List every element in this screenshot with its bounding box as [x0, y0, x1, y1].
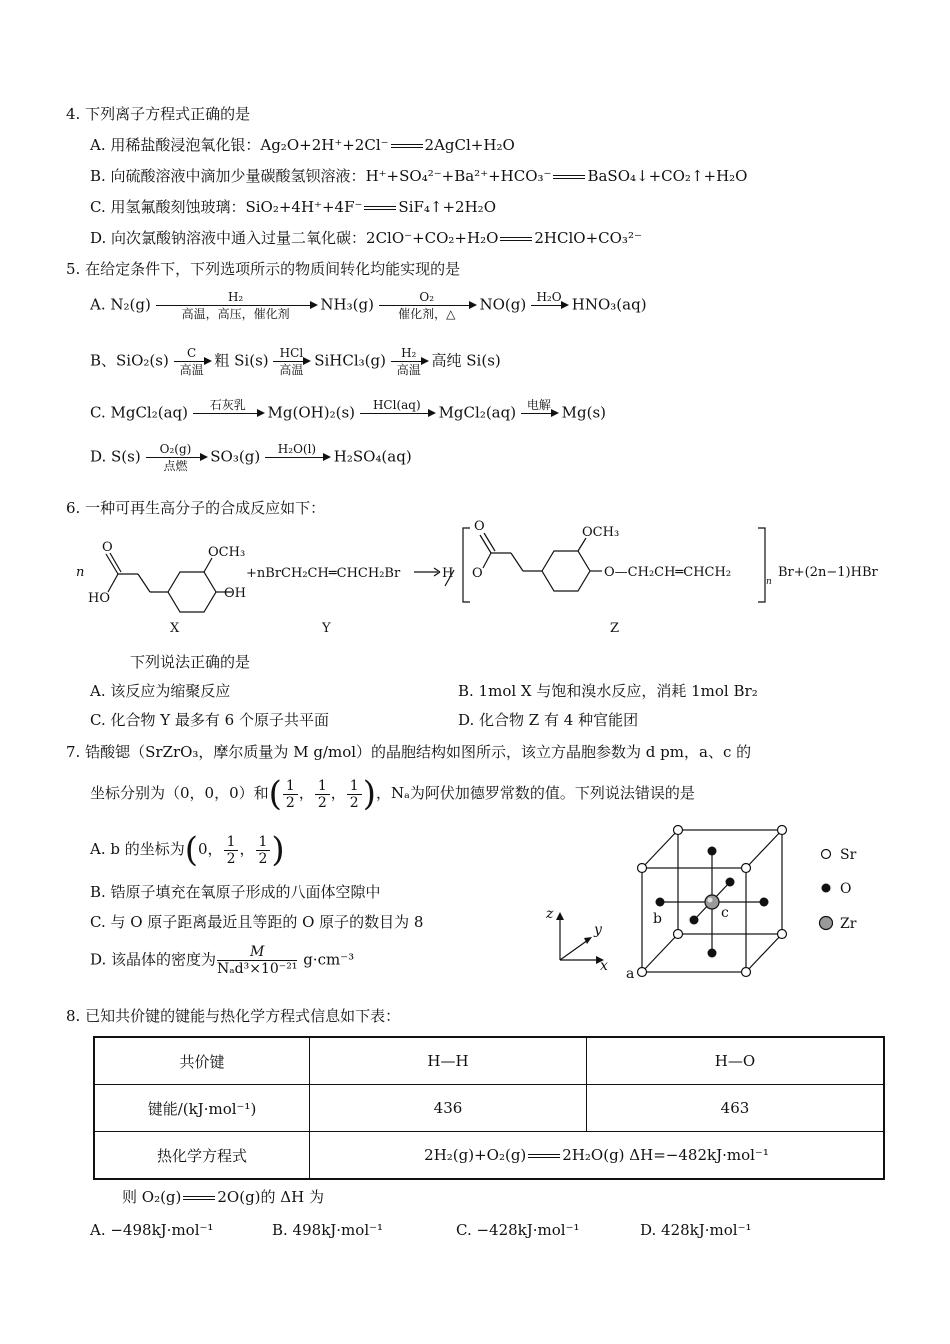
hydroxyl-oh: OH [224, 586, 246, 601]
table-header: H—H [310, 1037, 587, 1085]
q7-stem-line2: 坐标分别为（0，0，0）和( $\frac{1}{2}$ ， $\frac{1}{2}$ ， $\frac{1}{2}$ )，Nₐ为阿伏加德罗常数的值。下列说法错误的是 [90, 774, 695, 814]
species: H₂SO₄(aq) [333, 447, 412, 466]
label-z: Z [610, 621, 620, 636]
table-header: H—O [587, 1037, 885, 1085]
methoxy-label: OCH₃ [208, 545, 246, 560]
table-cell: 436 [310, 1085, 587, 1132]
carbonyl-o: O [102, 540, 113, 555]
species: SO₃(g) [210, 447, 261, 466]
species: Mg(OH)₂(s) [267, 403, 356, 422]
q4-c-eq-left: SiO₂+4H⁺+4F⁻ [245, 198, 363, 216]
q5-option-d [90, 442, 412, 473]
hydroxyl-ho: HO [88, 591, 110, 606]
end-group-h: H [442, 566, 454, 581]
degree-n: n [766, 577, 772, 587]
q7-option-b: B. 锆原子填充在氧原子形成的八面体空隙中 [90, 883, 381, 901]
table-row [94, 1132, 884, 1180]
table-cell: 463 [587, 1085, 885, 1132]
reagent-y: +nBrCH₂CH═CHCH₂Br [246, 566, 401, 581]
table-header: 共价键 [94, 1037, 310, 1085]
q4-stem: 4. 下列离子方程式正确的是 [66, 105, 251, 123]
reaction-arrow: H₂O(l) [265, 442, 329, 473]
reaction-arrow: O₂(g) 点燃 [146, 442, 206, 473]
table-row [94, 1037, 884, 1085]
product-tail: Br+(2n−1)HBr [778, 565, 878, 580]
species: MgCl₂(aq) [438, 403, 517, 422]
q4-option-c [90, 197, 496, 217]
table-cell: 热化学方程式 [94, 1132, 310, 1180]
q8-stem: 8. 已知共价键的键能与热化学方程式信息如下表： [66, 1007, 401, 1025]
q4-option-b [90, 166, 747, 186]
q6-option-a: A. 该反应为缩聚反应 [90, 682, 231, 700]
species: NH₃(g) [320, 295, 374, 314]
methoxy-label: OCH₃ [582, 525, 620, 540]
crystal-cell-diagram [540, 820, 880, 985]
legend-zr: Zr [840, 916, 857, 932]
q4-b-eq-right: BaSO₄↓+CO₂↑+H₂O [587, 167, 748, 185]
reaction-arrow: 石灰乳 [193, 398, 263, 429]
reaction-arrow: HCl(aq) [360, 398, 434, 429]
q8-option-d: D. 428kJ·mol⁻¹ [640, 1221, 752, 1239]
q7-stem-line1: 7. 锆酸锶（SrZrO₃，摩尔质量为 M g/mol）的晶胞结构如图所示，该立方晶胞参数为 d pm，a、c 的 [66, 743, 752, 761]
label-x: X [170, 621, 180, 636]
reaction-arrow: H₂O [531, 290, 567, 321]
q4-a-text: A. 用稀盐酸浸泡氧化银： [90, 136, 261, 154]
species: N₂(g) [110, 295, 151, 314]
q7-option-c: C. 与 O 原子距离最近且等距的 O 原子的数目为 8 [90, 913, 424, 931]
reaction-arrow: C 高温 [174, 346, 210, 377]
table-cell: 键能/(kJ·mol⁻¹) [94, 1085, 310, 1132]
bond-energy-table [93, 1036, 885, 1180]
reaction-arrow: H₂ 高温 [391, 346, 427, 377]
q4-c-eq-right: SiF₄↑+2H₂O [398, 198, 496, 216]
q6-sub-stem: 下列说法正确的是 [130, 653, 251, 671]
species: 粗 Si(s) [214, 351, 269, 370]
ester-o: O [472, 566, 483, 581]
species: S(s) [111, 447, 141, 466]
q4-d-eq-right: 2HClO+CO₃²⁻ [534, 229, 642, 247]
q4-a-eq-right: 2AgCl+H₂O [424, 136, 515, 154]
q6-stem: 6. 一种可再生高分子的合成反应如下： [66, 499, 326, 517]
reaction-arrow: H₂ 高温，高压，催化剂 [156, 290, 316, 321]
reaction-arrow: 电解 [521, 398, 557, 429]
equals-sign [364, 206, 396, 210]
species: 高纯 Si(s) [431, 351, 501, 370]
axis-label-y: y [594, 922, 602, 938]
q4-d-eq-left: 2ClO⁻+CO₂+H₂O [366, 229, 499, 247]
legend-o: O [840, 881, 852, 897]
option-label: B、 [90, 351, 117, 370]
q6-option-d: D. 化合物 Z 有 4 种官能团 [458, 711, 639, 729]
polymer-reaction-scheme [70, 520, 890, 640]
option-label: C. [90, 403, 111, 422]
species: MgCl₂(aq) [110, 403, 188, 422]
species: SiO₂(s) [116, 351, 169, 370]
q6-option-b: B. 1mol X 与饱和溴水反应，消耗 1mol Br₂ [458, 682, 758, 700]
q7-option-a: A. b 的坐标为(0， $\frac{1}{2}$ ， $\frac{1}{2}$ ) [90, 830, 285, 870]
q4-option-a [90, 135, 515, 155]
q8-option-a: A. −498kJ·mol⁻¹ [90, 1221, 214, 1239]
atom-label-a: a [626, 966, 635, 982]
q4-d-text: D. 向次氯酸钠溶液中通入过量二氧化碳： [90, 229, 367, 247]
q4-c-text: C. 用氢氟酸刻蚀玻璃： [90, 198, 246, 216]
q4-option-d [90, 228, 642, 248]
q5-option-c [90, 398, 606, 429]
species: NO(g) [479, 295, 527, 314]
q4-a-eq-left: Ag₂O+2H⁺+2Cl⁻ [260, 136, 389, 154]
coefficient-n: n [76, 565, 85, 580]
species: HNO₃(aq) [571, 295, 647, 314]
q5-option-a [90, 290, 647, 321]
option-label: A. [90, 295, 111, 314]
q4-b-eq-left: H⁺+SO₄²⁻+Ba²⁺+HCO₃⁻ [365, 167, 552, 185]
q8-sub-stem: 则 O₂(g) 2O(g)的 ΔH 为 [122, 1188, 324, 1206]
label-y: Y [322, 621, 331, 636]
ether-chain: O—CH₂CH═CHCH₂ [604, 565, 732, 580]
q7-option-d: D. 该晶体的密度为 $\frac{M}{\text{Nₐd³×10⁻²¹}}$ g·cm⁻³ [90, 944, 355, 977]
species: SiHCl₃(g) [314, 351, 386, 370]
q8-option-c: C. −428kJ·mol⁻¹ [456, 1221, 580, 1239]
q6-option-c: C. 化合物 Y 最多有 6 个原子共平面 [90, 711, 329, 729]
atom-label-b: b [653, 911, 662, 927]
equals-sign [391, 144, 423, 148]
carbonyl-o: O [474, 520, 485, 534]
table-cell: 2H₂(g)+O₂(g) 2H₂O(g) ΔH=−482kJ·mol⁻¹ [310, 1132, 885, 1180]
option-label: D. [90, 447, 112, 466]
species: Mg(s) [561, 403, 607, 422]
table-row [94, 1085, 884, 1132]
axis-label-z: z [546, 906, 554, 922]
reaction-arrow: HCl 高温 [273, 346, 309, 377]
atom-label-c: c [721, 905, 729, 921]
legend-sr: Sr [840, 847, 857, 863]
q5-option-b [90, 346, 501, 377]
axis-label-x: x [600, 958, 608, 974]
q5-stem: 5. 在给定条件下，下列选项所示的物质间转化均能实现的是 [66, 260, 461, 278]
equals-sign [500, 237, 532, 241]
q4-b-text: B. 向硫酸溶液中滴加少量碳酸氢钡溶液： [90, 167, 366, 185]
equals-sign [553, 175, 585, 179]
q8-option-b: B. 498kJ·mol⁻¹ [272, 1221, 384, 1239]
reaction-arrow: O₂ 催化剂，△ [379, 290, 475, 321]
